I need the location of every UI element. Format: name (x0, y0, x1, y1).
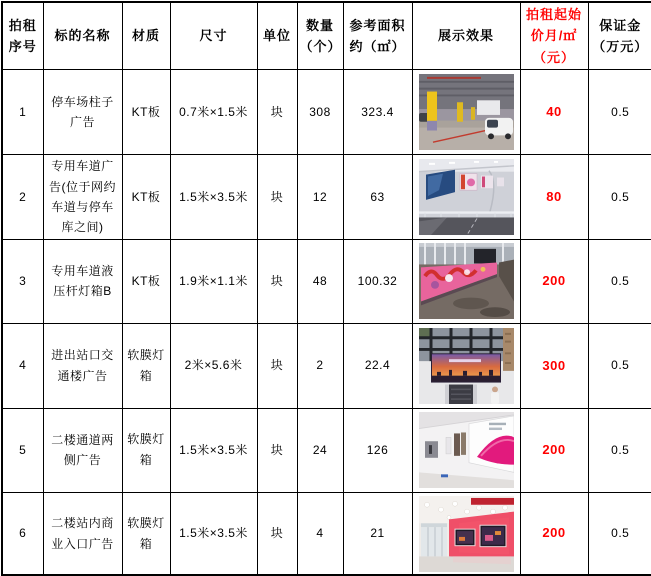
photo-dedicated-lane-hydraulic-rod-lightbox-pink-banners (419, 243, 514, 319)
cell-material: 软膜灯箱 (122, 408, 170, 492)
cell-seq: 5 (2, 408, 43, 492)
photo-second-floor-corridor-white-pink-lightbox (419, 412, 514, 488)
cell-unit: 块 (257, 155, 297, 240)
cell-unit: 块 (257, 408, 297, 492)
cell-deposit: 0.5 (588, 323, 651, 408)
header-quantity: 数量（个） (297, 2, 343, 70)
rent-auction-table (1, 1, 651, 576)
cell-material: KT板 (122, 239, 170, 323)
cell-deposit: 0.5 (588, 408, 651, 492)
table-row (2, 70, 651, 155)
cell-quantity: 2 (297, 323, 343, 408)
cell-unit: 块 (257, 239, 297, 323)
cell-unit: 块 (257, 70, 297, 155)
cell-unit: 块 (257, 492, 297, 575)
table-row (2, 155, 651, 240)
cell-name: 专用车道广告(位于网约车道与停车库之间) (43, 155, 122, 240)
cell-photo (412, 323, 520, 408)
header-name: 标的名称 (43, 2, 122, 70)
cell-quantity: 24 (297, 408, 343, 492)
cell-price: 80 (520, 155, 588, 240)
cell-name: 二楼站内商业入口广告 (43, 492, 122, 575)
cell-area: 21 (343, 492, 412, 575)
cell-size: 1.5米×3.5米 (170, 492, 257, 575)
cell-price: 200 (520, 492, 588, 575)
table-row (2, 239, 651, 323)
cell-photo (412, 70, 520, 155)
cell-material: KT板 (122, 155, 170, 240)
cell-photo (412, 155, 520, 240)
cell-price: 200 (520, 408, 588, 492)
photo-dedicated-lane-wall-billboards (419, 159, 514, 235)
cell-size: 1.5米×3.5米 (170, 155, 257, 240)
cell-quantity: 48 (297, 239, 343, 323)
cell-price: 200 (520, 239, 588, 323)
cell-deposit: 0.5 (588, 239, 651, 323)
cell-name: 进出站口交通楼广告 (43, 323, 122, 408)
header-row (2, 2, 651, 70)
cell-seq: 4 (2, 323, 43, 408)
cell-photo (412, 492, 520, 575)
cell-name: 二楼通道两侧广告 (43, 408, 122, 492)
cell-photo (412, 239, 520, 323)
header-size: 尺寸 (170, 2, 257, 70)
cell-price: 40 (520, 70, 588, 155)
cell-quantity: 308 (297, 70, 343, 155)
cell-area: 323.4 (343, 70, 412, 155)
cell-area: 126 (343, 408, 412, 492)
cell-seq: 2 (2, 155, 43, 240)
header-deposit: 保证金（万元） (588, 2, 651, 70)
cell-quantity: 12 (297, 155, 343, 240)
cell-name: 停车场柱子广告 (43, 70, 122, 155)
table-row (2, 323, 651, 408)
cell-deposit: 0.5 (588, 70, 651, 155)
header-area: 参考面积约（㎡） (343, 2, 412, 70)
photo-underground-parking-yellow-pillars-white-car (419, 74, 514, 150)
cell-quantity: 4 (297, 492, 343, 575)
cell-size: 2米×5.6米 (170, 323, 257, 408)
header-start-price: 拍租起始价月/㎡（元） (520, 2, 588, 70)
cell-name: 专用车道液压杆灯箱B (43, 239, 122, 323)
header-unit: 单位 (257, 2, 297, 70)
cell-area: 22.4 (343, 323, 412, 408)
cell-price: 300 (520, 323, 588, 408)
cell-deposit: 0.5 (588, 492, 651, 575)
cell-seq: 6 (2, 492, 43, 575)
cell-deposit: 0.5 (588, 155, 651, 240)
header-display-effect: 展示效果 (412, 2, 520, 70)
header-seq: 拍租序号 (2, 2, 43, 70)
cell-area: 63 (343, 155, 412, 240)
cell-area: 100.32 (343, 239, 412, 323)
cell-unit: 块 (257, 323, 297, 408)
cell-seq: 1 (2, 70, 43, 155)
cell-material: 软膜灯箱 (122, 323, 170, 408)
cell-size: 0.7米×1.5米 (170, 70, 257, 155)
header-material: 材质 (122, 2, 170, 70)
cell-material: 软膜灯箱 (122, 492, 170, 575)
table-row (2, 492, 651, 575)
cell-size: 1.9米×1.1米 (170, 239, 257, 323)
cell-size: 1.5米×3.5米 (170, 408, 257, 492)
table-row (2, 408, 651, 492)
cell-seq: 3 (2, 239, 43, 323)
photo-second-floor-commercial-entrance-pink-wall-screens (419, 496, 514, 572)
cell-photo (412, 408, 520, 492)
photo-station-entrance-atrium-led-sunset-screen (419, 328, 514, 404)
cell-material: KT板 (122, 70, 170, 155)
